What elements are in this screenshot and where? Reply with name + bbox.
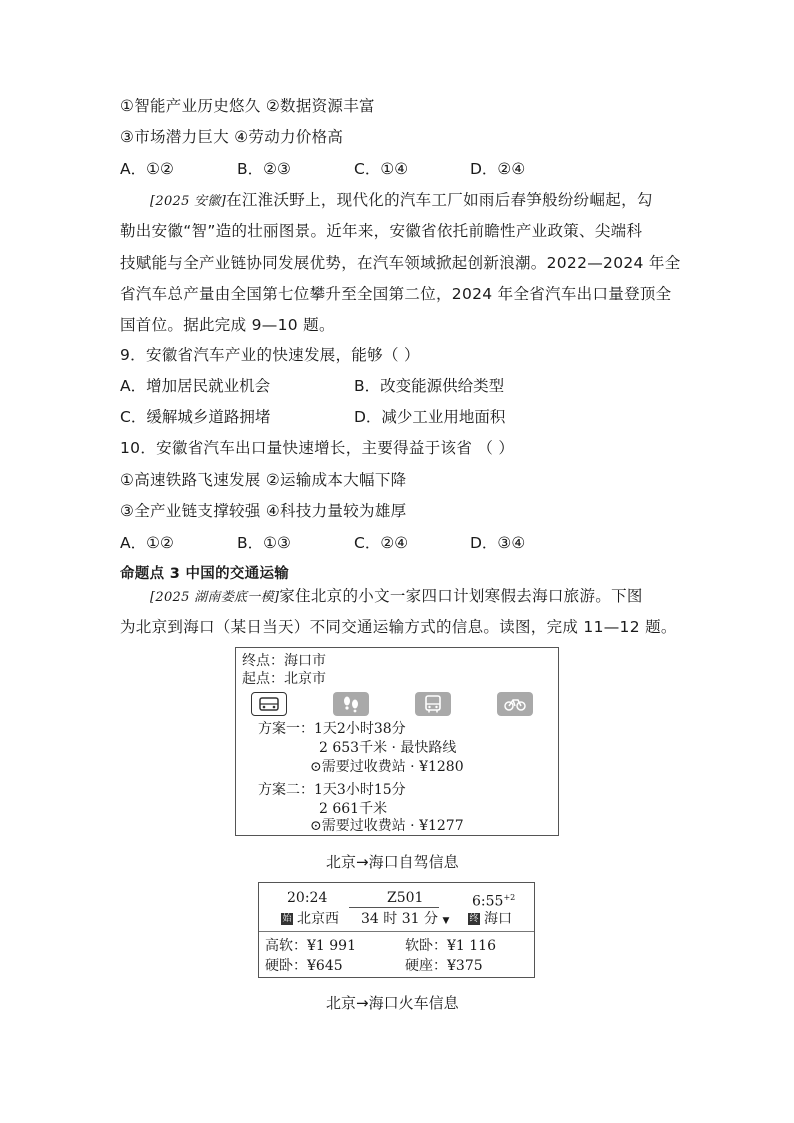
plan1-title: 方案一：1天2小时38分 [258, 721, 406, 737]
q10-option-d: D．③④ [470, 534, 526, 552]
q10-option-b: B．①③ [237, 534, 291, 552]
depart-time: 20:24 [287, 890, 328, 906]
passage2-line2: 为北京到海口（某日当天）不同交通运输方式的信息。读图，完成 11—12 题。 [120, 618, 677, 636]
passage1-line4: 省汽车总产量由全国第七位攀升至全国第二位，2024 年全省汽车出口量登顶全 [120, 285, 672, 303]
plan2-distance: 2 661千米 [319, 801, 388, 817]
train-number: Z501 [387, 890, 424, 906]
car-icon[interactable] [251, 692, 287, 716]
bus-icon[interactable] [415, 692, 451, 716]
self-drive-info-figure [235, 647, 559, 836]
q9-option-d: D．减少工业用地面积 [354, 408, 506, 426]
arrive-station: 终 海口 [469, 911, 512, 927]
plan1-toll: ⊙需要过收费站 · ¥1280 [310, 759, 464, 775]
q10-items-line2: ③全产业链支撑较强 ④科技力量较为雄厚 [120, 502, 407, 520]
q10-option-c: C．②④ [354, 534, 409, 552]
q9-option-a: A．增加居民就业机会 [120, 377, 271, 395]
bike-icon[interactable] [497, 692, 533, 716]
q9-option-c: C．缓解城乡道路拥堵 [120, 408, 271, 426]
price-soft-sleeper: 软卧：¥1 116 [405, 938, 496, 954]
passage2-line1: [2025 湖南娄底一模]家住北京的小文一家四口计划寒假去海口旅游。下图 [150, 587, 643, 605]
q8-option-b: B．②③ [237, 160, 291, 178]
toll-icon: ⊙ [310, 818, 322, 834]
divider [259, 931, 534, 932]
plan2-title: 方案二：1天3小时15分 [258, 782, 406, 798]
price-hard-seat: 硬座：¥375 [405, 958, 483, 974]
start-station-icon: 始 [282, 914, 292, 924]
price-hard-sleeper: 硬卧：¥645 [265, 958, 343, 974]
passage2-source: [2025 湖南娄底一模] [150, 590, 280, 605]
q8-option-a: A．①② [120, 160, 174, 178]
section-heading: 命题点 3 中国的交通运输 [120, 566, 290, 582]
q9-stem: 9．安徽省汽车产业的快速发展，能够（ ） [120, 346, 420, 364]
depart-station: 始 北京西 [282, 911, 339, 927]
passage1-line5: 国首位。据此完成 9—10 题。 [120, 316, 335, 334]
passage1-line1: [2025 安徽]在江淮沃野上，现代化的汽车工厂如雨后春笋般纷纷崛起，勾 [150, 191, 653, 209]
route-line [349, 907, 439, 908]
origin-label: 起点：北京市 [242, 671, 326, 687]
q8-items-line1: ①智能产业历史悠久 ②数据资源丰富 [120, 97, 375, 115]
q10-stem: 10．安徽省汽车出口量快速增长，主要得益于该省 （ ） [120, 439, 515, 457]
toll-icon: ⊙ [310, 759, 322, 775]
fig2-caption: 北京→海口火车信息 [326, 994, 459, 1012]
fig1-caption: 北京→海口自驾信息 [326, 853, 459, 871]
destination-label: 终点：海口市 [242, 653, 326, 669]
passage1-line2: 勒出安徽“智”造的壮丽图景。近年来，安徽省依托前瞻性产业政策、尖端科 [120, 222, 643, 240]
q10-option-a: A．①② [120, 534, 174, 552]
arrive-time: $6:55^{+2}$ [472, 893, 516, 910]
plan2-toll: ⊙需要过收费站 · ¥1277 [310, 818, 464, 834]
caret-down-icon: ▼ [442, 916, 450, 926]
q9-option-b: B．改变能源供给类型 [354, 377, 505, 395]
plan1-distance: 2 653千米 · 最快路线 [319, 740, 457, 756]
q8-option-d: D．②④ [470, 160, 526, 178]
passage1-line3: 技赋能与全产业链协同发展优势，在汽车领域掀起创新浪潮。2022—2024 年全 [120, 254, 681, 272]
passage1-source: [2025 安徽] [150, 194, 227, 209]
walk-icon[interactable] [333, 692, 369, 716]
duration-dropdown[interactable]: 34 时 31 分 ▼ [361, 911, 450, 927]
train-info-figure [258, 882, 535, 978]
q8-option-c: C．①④ [354, 160, 409, 178]
price-soft-sleeper-deluxe: 高软：¥1 991 [265, 938, 356, 954]
end-station-icon: 终 [469, 914, 479, 924]
q8-items-line2: ③市场潜力巨大 ④劳动力价格高 [120, 128, 344, 146]
q10-items-line1: ①高速铁路飞速发展 ②运输成本大幅下降 [120, 471, 407, 489]
